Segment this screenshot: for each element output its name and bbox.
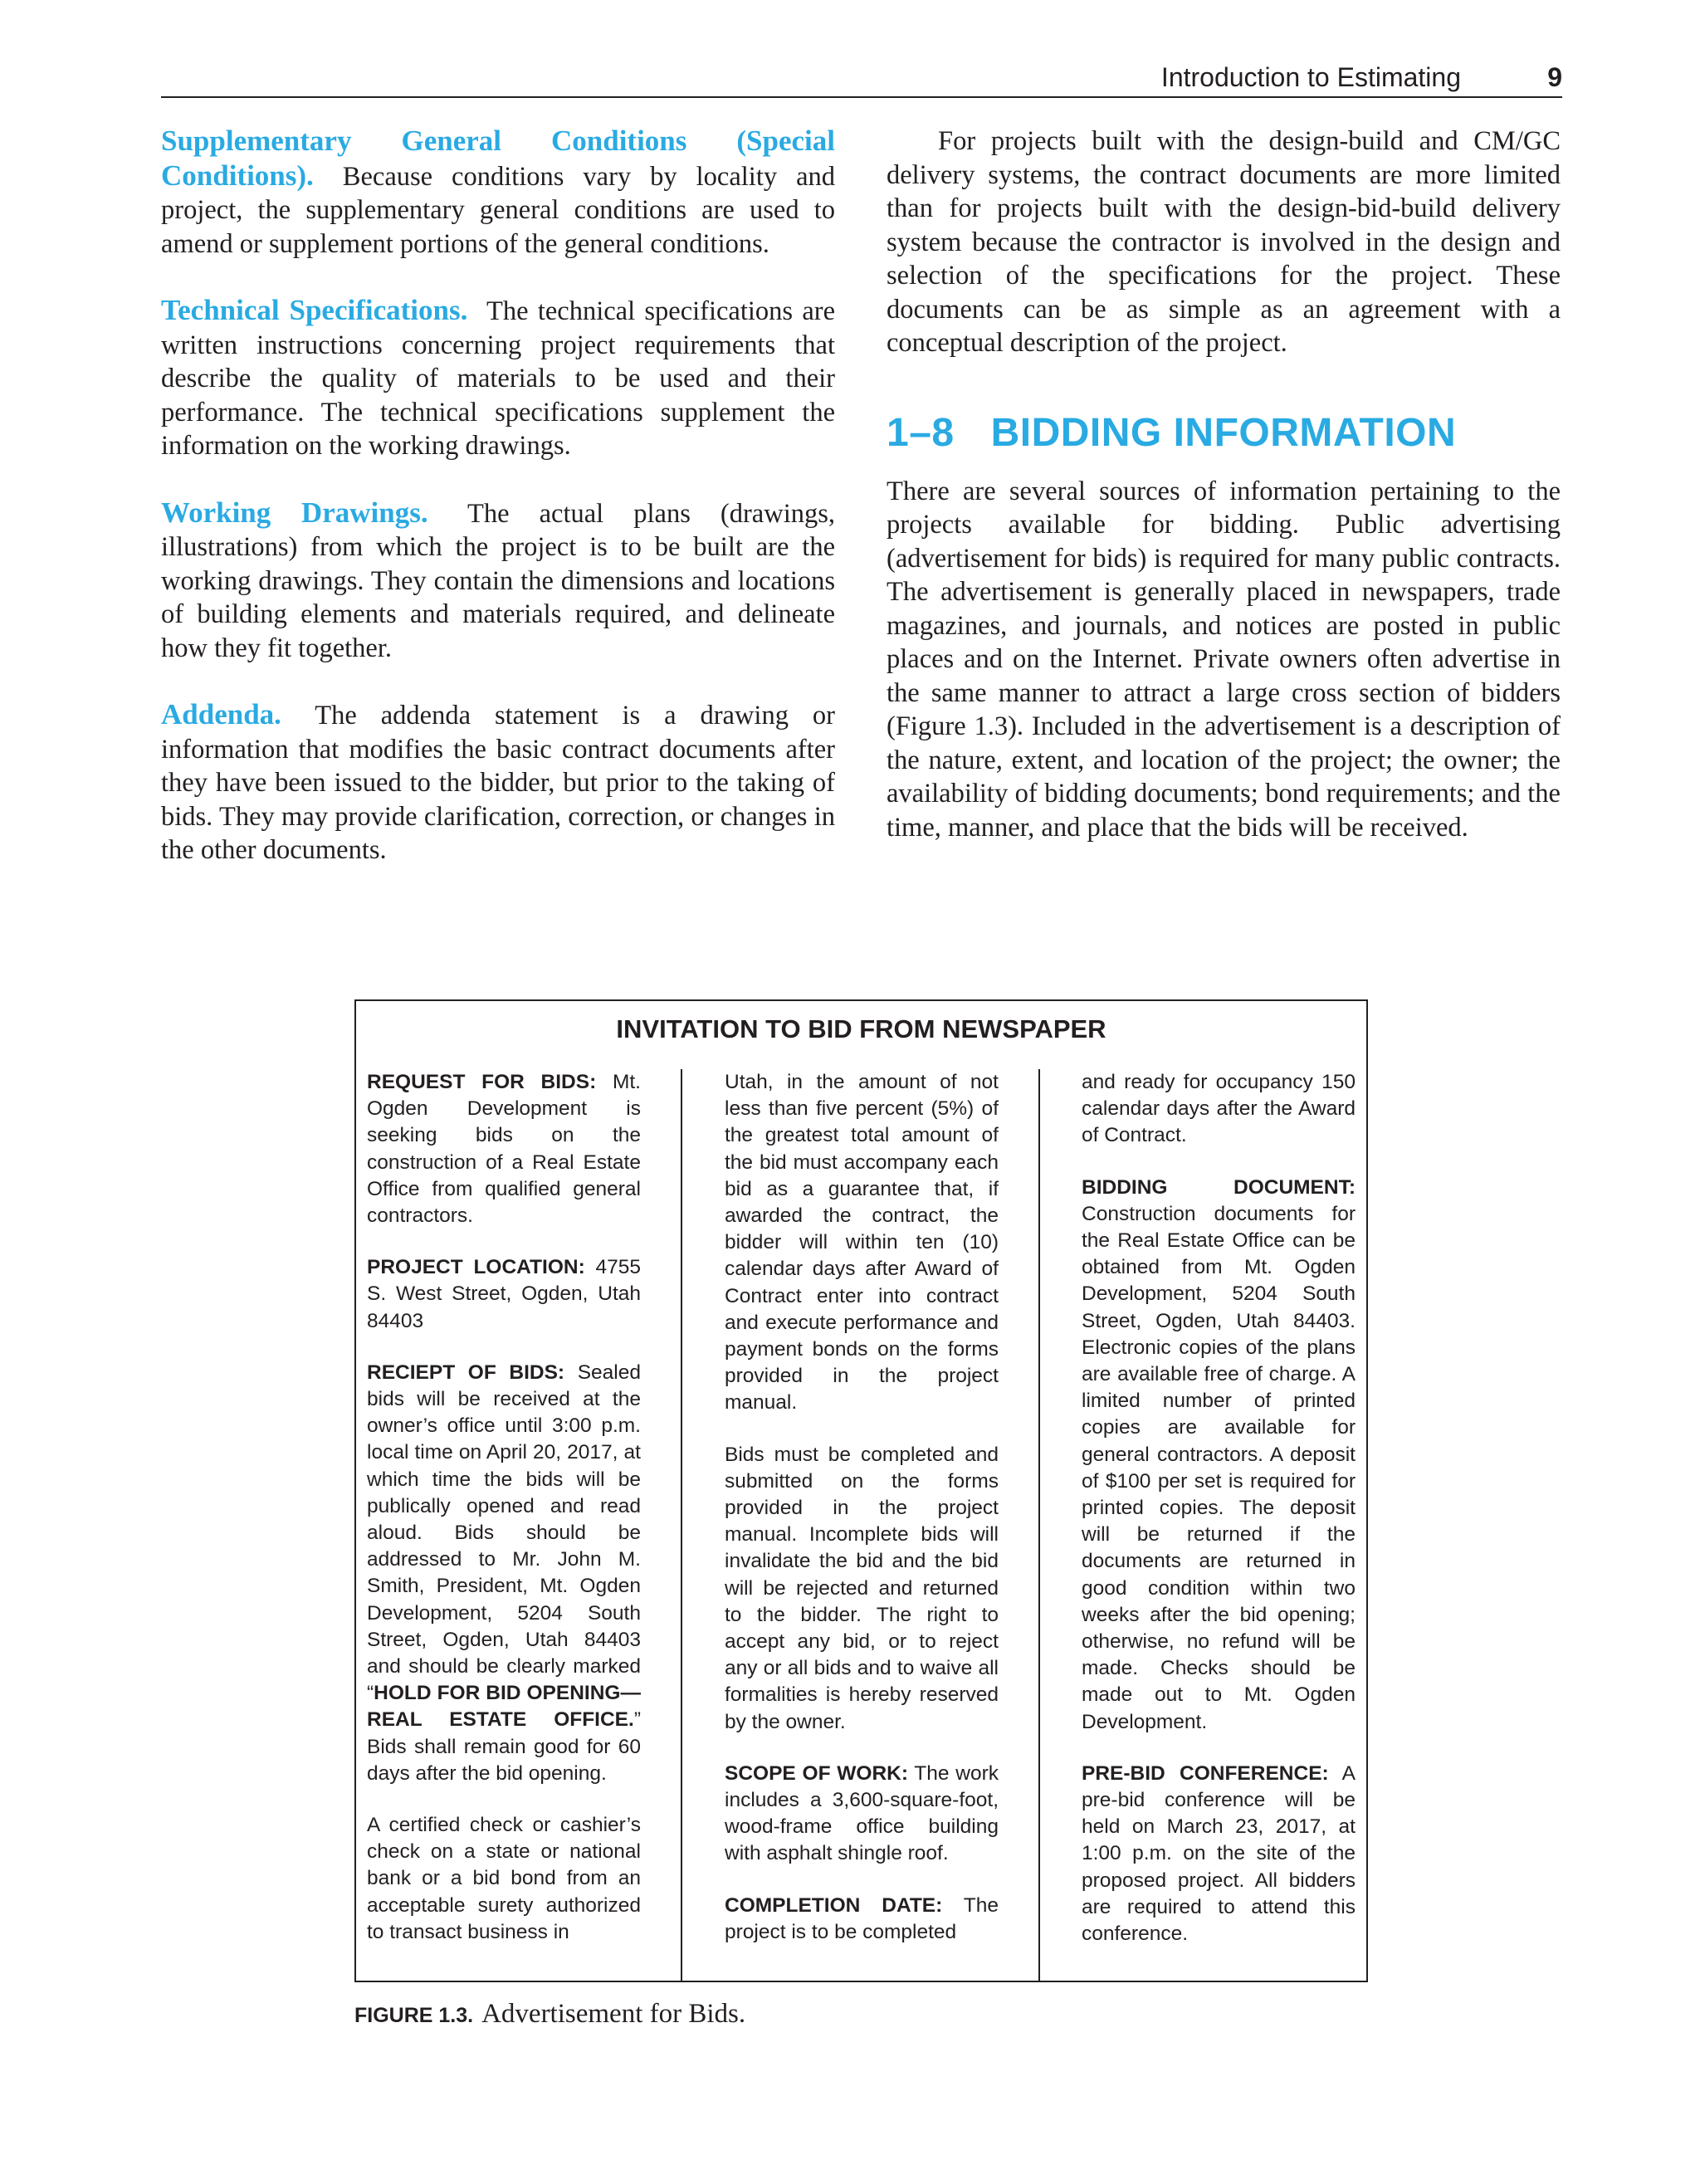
bid-guarantee: A certified check or cashier’s check on a state or national bank or a bid bond from an acceptable surety authorized to transact business in bbox=[367, 1814, 641, 1943]
section-heading bbox=[887, 410, 1561, 457]
advertisement-column-3 bbox=[1082, 1069, 1356, 1947]
advertisement-box bbox=[354, 999, 1368, 1982]
paragraph-text: Because conditions vary by locality and project, the supplementary general conditions are used to amend or supplement portions of the general conditions. bbox=[161, 161, 836, 259]
text: The project is to be completed bbox=[725, 1893, 999, 1943]
scope-of-work bbox=[725, 1761, 999, 1868]
figure-caption bbox=[354, 1996, 745, 2034]
pre-bid-conference bbox=[1082, 1761, 1356, 1947]
completion-date bbox=[725, 1893, 999, 1946]
request-for-bids bbox=[367, 1069, 641, 1229]
paragraph-text: The addenda statement is a drawing or information that modifies the basic contract documents after they have been issued to the bidder, but prior to the taking of bids. They may provide clarification, correction, or changes in the other documents. bbox=[161, 701, 835, 865]
text: A pre-bid conference will be held on March 23, 2017, at 1:00 p.m. on the site of the proposed project. All bidders are required to attend this conference. bbox=[1082, 1761, 1356, 1946]
page-number: 9 bbox=[1547, 62, 1562, 92]
figure-label: FIGURE 1.3. bbox=[354, 2004, 474, 2027]
runin-heading: Addenda. bbox=[161, 698, 281, 730]
paragraph-working-drawings bbox=[161, 496, 835, 666]
column-divider bbox=[1038, 1069, 1040, 1981]
figure-caption-text: Advertisement for Bids. bbox=[481, 1999, 746, 2029]
label: PROJECT LOCATION: bbox=[367, 1256, 585, 1279]
advertisement-column-1 bbox=[367, 1069, 641, 1946]
text: 4755 S. West Street, Ogden, Utah 84403 bbox=[367, 1256, 641, 1332]
text: ” Bids shall remain good for 60 days after the bid opening. bbox=[367, 1708, 641, 1785]
text: Sealed bids will be received at the owner’s office until 3:00 p.m. local time on April 20, 2017, at which time the bids will be publically opened and read aloud. Bids should be addressed to Mr. John M. Smith, President, Mt. Ogden Development, 5204 South Street, Ogden, Utah 84403 and should be clearly marked “ bbox=[367, 1361, 642, 1705]
receipt-of-bids bbox=[367, 1360, 641, 1787]
paragraph-addenda bbox=[161, 698, 835, 867]
text: The work includes a 3,600-square-foot, wood-frame office building with asphalt shingle roof. bbox=[725, 1761, 999, 1865]
left-column bbox=[161, 125, 835, 867]
paragraph-design-build: For projects built with the design-build and CM/GC delivery systems, the contract documents are more limited than for projects built with the design-bid-build delivery system because the contractor is involved in the design and selection of the specifications for the project. These documents can be as simple as an agreement with a conceptual description of the project. bbox=[887, 126, 1561, 358]
column-divider bbox=[681, 1069, 682, 1981]
project-location bbox=[367, 1254, 641, 1335]
paragraph-text: The actual plans (drawings, illustrations) from which the project is to be built are the working drawings. They contain the dimensions and locations of building elements and materials required, and delineate how they fit together. bbox=[161, 498, 835, 663]
label: REQUEST FOR BIDS: bbox=[367, 1071, 597, 1093]
advertisement-column-2 bbox=[725, 1069, 999, 1946]
label: BIDDING DOCUMENT: bbox=[1082, 1175, 1356, 1199]
right-column bbox=[887, 125, 1561, 844]
paragraph-bidding-information: There are several sources of information pertaining to the projects available for bidding. Public advertising (advertisement for bids) is required for many public contracts. The advertisement is generally placed in newspapers, trade magazines, and journals, and notices are posted in public places and on the Internet. Private owners often advertise in the same manner to attract a large cross section of bidders (Figure 1.3). Included in the advertisement is a description of the nature, extent, and location of the project; the owner; the availability of bidding documents; bond requirements; and the time, manner, and place that the bids will be received. bbox=[887, 476, 1561, 843]
bid-completion-rules: Bids must be completed and submitted on the forms provided in the project manual. Incomplete bids will invalidate the bid and the bid will be rejected and returned to the bidder. The right to accept any bid, or to reject any or all bids and to waive all formalities is hereby reserved by the owner. bbox=[725, 1443, 999, 1733]
label: RECIEPT OF BIDS: bbox=[367, 1361, 565, 1384]
paragraph-technical-specifications bbox=[161, 294, 835, 463]
runin-heading: Technical Specifications. bbox=[161, 294, 468, 326]
text: Construction documents for the Real Estate Office can be obtained from Mt. Ogden Development, 5204 South Street, Ogden, Utah 84403. Electronic copies of the plans are available free of charge. A limited number of printed copies are available for general contractors. A deposit of $100 per set is required for printed copies. The deposit will be returned if the documents are returned in good condition within two weeks after the bid opening; otherwise, no refund will be made. Checks should be made out to Mt. Ogden Development. bbox=[1082, 1202, 1356, 1733]
bid-guarantee-continued: Utah, in the amount of not less than five percent (5%) of the greatest total amount of the bid must accompany each bid as a guarantee that, if awarded the contract, the bidder will within ten (10) calendar days after Award of Contract enter into contract and execute performance and payment bonds on the forms provided in the project manual. bbox=[725, 1071, 999, 1414]
running-head bbox=[161, 60, 1562, 98]
label: COMPLETION DATE: bbox=[725, 1893, 943, 1917]
label: PRE-BID CONFERENCE: bbox=[1082, 1761, 1329, 1785]
text: Mt. Ogden Development is seeking bids on the construction of a Real Estate Office from qualified general contractors. bbox=[367, 1071, 641, 1228]
runin-heading: Working Drawings. bbox=[161, 496, 428, 529]
label: SCOPE OF WORK: bbox=[725, 1761, 908, 1785]
completion-date-continued: and ready for occupancy 150 calendar days after the Award of Contract. bbox=[1082, 1071, 1356, 1147]
section-number: 1–8 bbox=[887, 410, 955, 455]
paragraph-text: The technical specifications are written instructions concerning project requirements that describe the quality of materials to be used and their performance. The technical specifications supplement the information on the working drawings. bbox=[161, 296, 836, 461]
section-title: BIDDING INFORMATION bbox=[990, 410, 1457, 455]
marking: HOLD FOR BID OPENING—REAL ESTATE OFFICE. bbox=[367, 1682, 641, 1732]
paragraph-supplementary-conditions bbox=[161, 125, 835, 261]
advertisement-title: INVITATION TO BID FROM NEWSPAPER bbox=[616, 1014, 1106, 1043]
bidding-document bbox=[1082, 1175, 1356, 1736]
runin-heading: Supplementary General Conditions (Special Conditions). bbox=[161, 125, 835, 192]
chapter-title: Introduction to Estimating bbox=[1160, 62, 1461, 92]
